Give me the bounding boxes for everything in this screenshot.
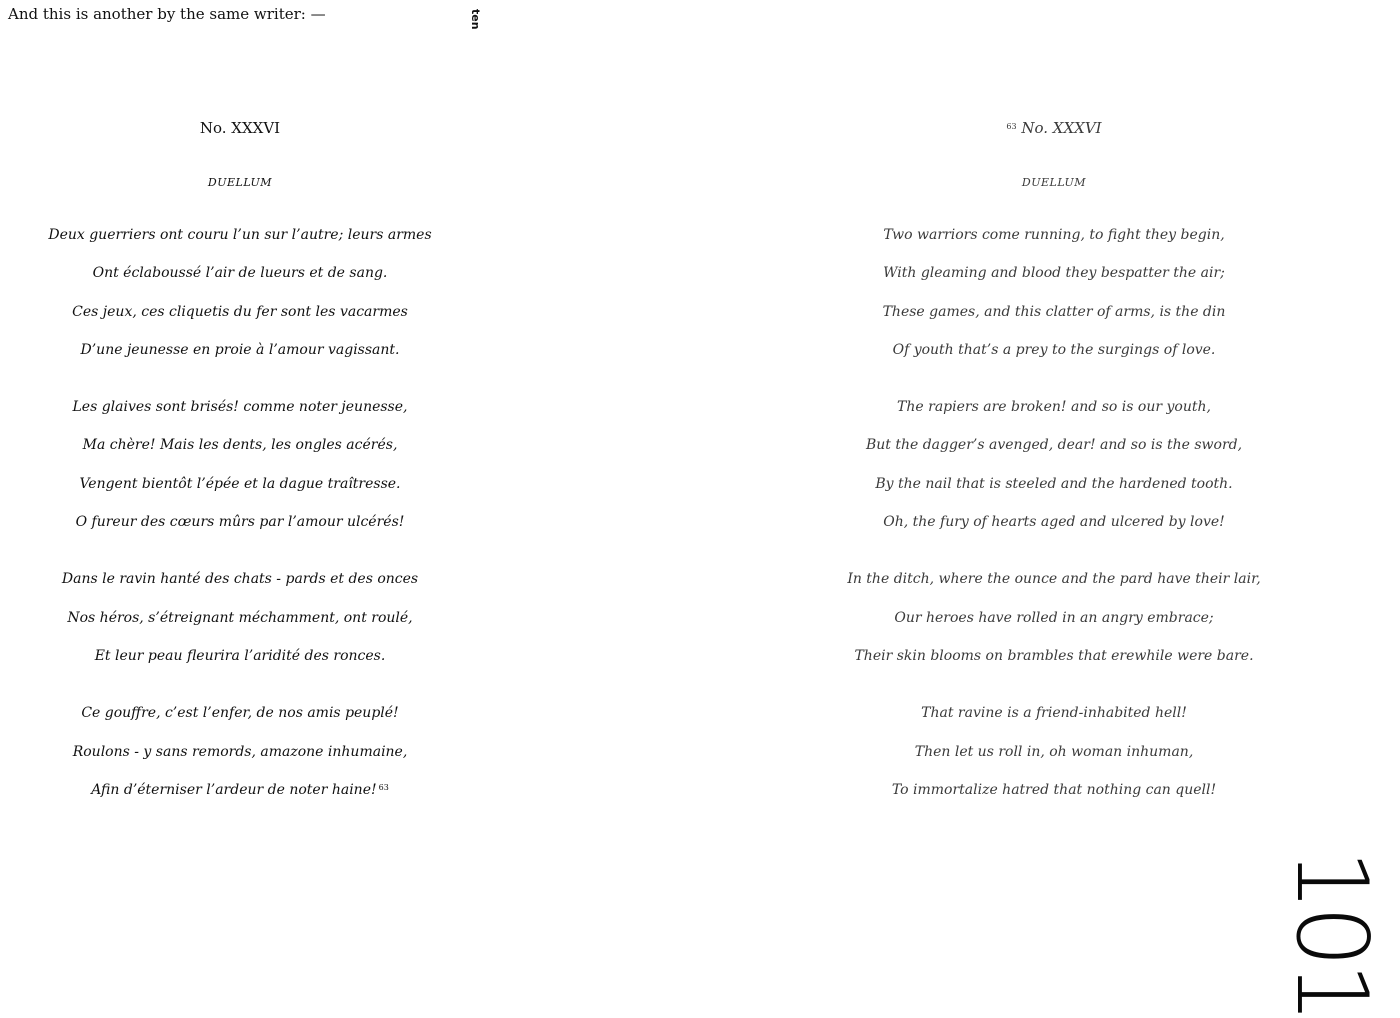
translation-stanza-4 bbox=[760, 703, 1348, 818]
translation-stanza-2 bbox=[760, 397, 1348, 550]
verse-line: In the ditch, where the ounce and the pard have their lair, bbox=[847, 571, 1261, 588]
verse-line: Ont éclaboussé l’air de lueurs et de sang. bbox=[92, 265, 388, 282]
verse-line: By the nail that is steeled and the hardened tooth. bbox=[875, 475, 1233, 492]
translation-poem-title: DUELLUM bbox=[1021, 176, 1087, 189]
verse-line: Dans le ravin hanté des chats - pards et des onces bbox=[61, 571, 419, 588]
verse-text: Afin d’éterniser l’ardeur de noter haine! bbox=[91, 781, 377, 798]
original-stanzas bbox=[0, 225, 480, 818]
verse-line: These games, and this clatter of arms, is the din bbox=[882, 303, 1226, 320]
verse-line: But the dagger’s avenged, dear! and so is the sword, bbox=[865, 437, 1243, 454]
verse-line: Ce gouffre, c’est l’enfer, de nos amis peuplé! bbox=[81, 705, 399, 722]
original-stanza-3 bbox=[0, 569, 480, 684]
side-label: ten bbox=[469, 9, 482, 30]
page-number: 101 bbox=[1274, 849, 1388, 1018]
verse-line: Vengent bientôt l’épée et la dague traîtresse. bbox=[79, 475, 401, 492]
translation-number-text: No. XXXVI bbox=[1021, 119, 1102, 137]
verse-line: Nos héros, s’étreignant méchamment, ont roulé, bbox=[67, 609, 413, 626]
original-poem-title: DUELLUM bbox=[207, 176, 273, 189]
verse-line: Les glaives sont brisés! comme noter jeunesse, bbox=[72, 399, 408, 416]
original-poem-number: No. XXXVI bbox=[199, 119, 281, 137]
translation-poem-number bbox=[760, 118, 1348, 138]
verse-line: Ces jeux, ces cliquetis du fer sont les vacarmes bbox=[72, 303, 408, 320]
verse-line: Deux guerriers ont couru l’un sur l’autre; leurs armes bbox=[48, 227, 432, 243]
verse-line: Our heroes have rolled in an angry embrace; bbox=[894, 609, 1214, 626]
verse-line: Of youth that’s a prey to the surgings of love. bbox=[892, 341, 1216, 358]
original-poem bbox=[0, 118, 480, 837]
verse-line: Their skin blooms on brambles that erewhile were bare. bbox=[854, 647, 1254, 664]
original-stanza-4 bbox=[0, 703, 480, 818]
translation-poem bbox=[760, 118, 1348, 837]
translation-stanza-3 bbox=[760, 569, 1348, 684]
verse-line: Then let us roll in, oh woman inhuman, bbox=[914, 743, 1194, 760]
verse-line: Roulons - y sans remords, amazone inhumaine, bbox=[72, 743, 408, 760]
verse-line: Et leur peau fleurira l’aridité des ronces. bbox=[94, 647, 386, 664]
original-stanza-1 bbox=[0, 225, 480, 378]
translation-stanza-1 bbox=[760, 225, 1348, 378]
footnote-marker: 63 bbox=[1006, 122, 1017, 131]
intro-text: And this is another by the same writer: — bbox=[8, 5, 326, 23]
verse-line: Oh, the fury of hearts aged and ulcered by love! bbox=[883, 514, 1225, 531]
footnote-ref[interactable]: 63 bbox=[378, 782, 389, 792]
translation-stanzas bbox=[760, 225, 1348, 818]
verse-line-last bbox=[0, 780, 480, 818]
verse-line: Ma chère! Mais les dents, les ongles acérés, bbox=[82, 437, 398, 454]
verse-line: That ravine is a friend-inhabited hell! bbox=[921, 705, 1187, 722]
verse-line: The rapiers are broken! and so is our youth, bbox=[897, 399, 1211, 416]
verse-line: Two warriors come running, to fight they begin, bbox=[883, 227, 1225, 243]
verse-line: With gleaming and blood they bespatter the air; bbox=[883, 265, 1225, 282]
original-stanza-2 bbox=[0, 397, 480, 550]
verse-line: To immortalize hatred that nothing can quell! bbox=[891, 781, 1217, 798]
verse-line: O fureur des cœurs mûrs par l’amour ulcérés! bbox=[75, 514, 405, 531]
verse-line: D’une jeunesse en proie à l’amour vagissant. bbox=[80, 341, 400, 358]
